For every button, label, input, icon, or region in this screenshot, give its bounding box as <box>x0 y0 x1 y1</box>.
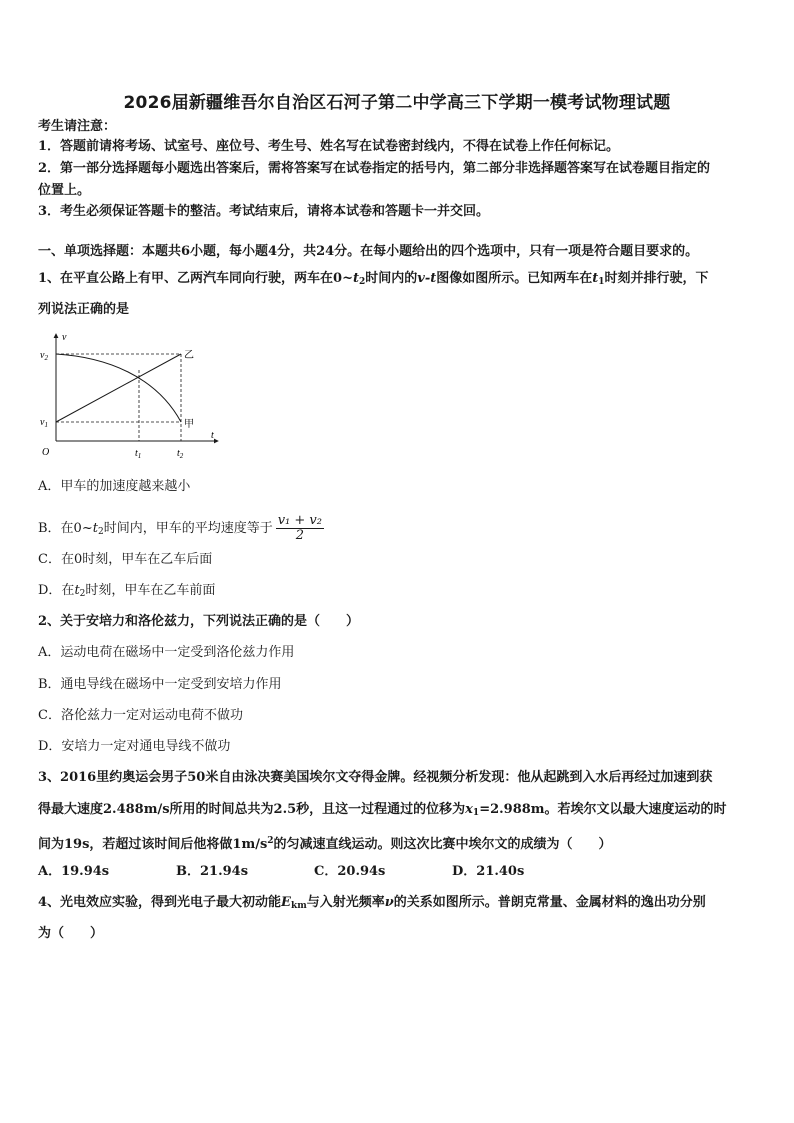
v2-label: $v_2$ <box>40 350 48 362</box>
notice-item-2: 2．第一部分选择题每小题选出答案后，需将答案写在试卷指定的括号内，第二部分非选择题答案写在试卷题目指定的 <box>38 161 711 176</box>
page-title: 2026届新疆维吾尔自治区石河子第二中学高三下学期一模考试物理试题 <box>123 93 671 113</box>
q2-option-c[interactable]: C．洛伦兹力一定对运动电荷不做功 <box>38 708 243 723</box>
v1-label: $v_1$ <box>40 417 48 429</box>
q1-stem-line2: 列说法正确的是 <box>38 302 130 317</box>
notice-item-1: 1．答题前请将考场、试室号、座位号、考生号、姓名写在试卷密封线内，不得在试卷上作任何标记。 <box>38 139 620 154</box>
v-axis-label: v <box>62 332 67 343</box>
q3-option-b[interactable]: B．21.94s <box>176 864 249 879</box>
q1-option-a[interactable]: A．甲车的加速度越来越小 <box>38 479 191 494</box>
vt-graph <box>36 326 226 466</box>
q3-option-d[interactable]: D．21.40s <box>452 864 525 879</box>
q4-stem-line1: 4、光电效应实验，得到光电子最大初动能$E_{km}$与入射光频率ν的关系如图所示。普朗克常量、金属材料的逸出功分别 <box>38 895 706 911</box>
notice-item-2-cont: 位置上。 <box>38 183 91 198</box>
t-axis-label: t <box>211 430 214 441</box>
q3-stem-line2: 得最大速度2.488m/s所用的时间总共为2.5秒，且这一过程通过的位移为$x_1=2.988m$。若埃尔文以最大速度运动的时 <box>38 802 727 818</box>
line-yi <box>56 354 181 422</box>
q3-stem-line3: 间为19s，若超过该时间后他将做$1m/s^2$的匀减速直线运动。则这次比赛中埃尔文的成绩为（ ） <box>38 836 612 852</box>
q1-fraction: $\frac{\text{v₁ + v₂}}{2}$ <box>277 513 322 543</box>
q3-options <box>38 864 760 880</box>
q1-option-c[interactable]: C．在0时刻，甲车在乙车后面 <box>38 552 213 567</box>
t1-label: $t_1$ <box>135 448 142 460</box>
q2-stem: 2、关于安培力和洛伦兹力，下列说法正确的是（ ） <box>38 614 360 629</box>
q1-option-b[interactable]: B．在$0\sim t_2$时间内，甲车的平均速度等于 $\frac{\text{v₁ + v₂}}{2}$ <box>38 513 322 543</box>
q3-option-c[interactable]: C．20.94s <box>314 864 386 879</box>
notice-item-3: 3．考生必须保证答题卡的整洁。考试结束后，请将本试卷和答题卡一并交回。 <box>38 204 490 219</box>
notice-heading: 考生请注意： <box>38 119 117 134</box>
label-jia: 甲 <box>184 419 194 430</box>
q2-option-d[interactable]: D．安培力一定对通电导线不做功 <box>38 739 231 754</box>
t2-label: $t_2$ <box>177 448 184 460</box>
section-heading: 一、单项选择题：本题共6小题，每小题4分，共24分。在每小题给出的四个选项中，只有一项是符合题目要求的。 <box>38 244 699 259</box>
label-yi: 乙 <box>184 350 194 361</box>
origin-label: O <box>42 447 50 458</box>
q3-option-a[interactable]: A．19.94s <box>38 864 110 879</box>
q4-stem-line2: 为（ ） <box>38 926 104 941</box>
q2-option-a[interactable]: A．运动电荷在磁场中一定受到洛伦兹力作用 <box>38 645 295 660</box>
q2-option-b[interactable]: B．通电导线在磁场中一定受到安培力作用 <box>38 677 282 692</box>
q1-option-d[interactable]: D．在$t_2$时刻，甲车在乙车前面 <box>38 583 216 599</box>
q1-stem-line1: 1、在平直公路上有甲、乙两汽车同向行驶，两车在$0\sim t_2$时间内的v-t图像如图所示。已知两车在$t_1$时刻并排行驶，下 <box>38 271 709 287</box>
q3-stem-line1: 3、2016里约奥运会男子50米自由泳决赛美国埃尔文夺得金牌。经视频分析发现：他从起跳到入水后再经过加速到获 <box>38 770 713 785</box>
